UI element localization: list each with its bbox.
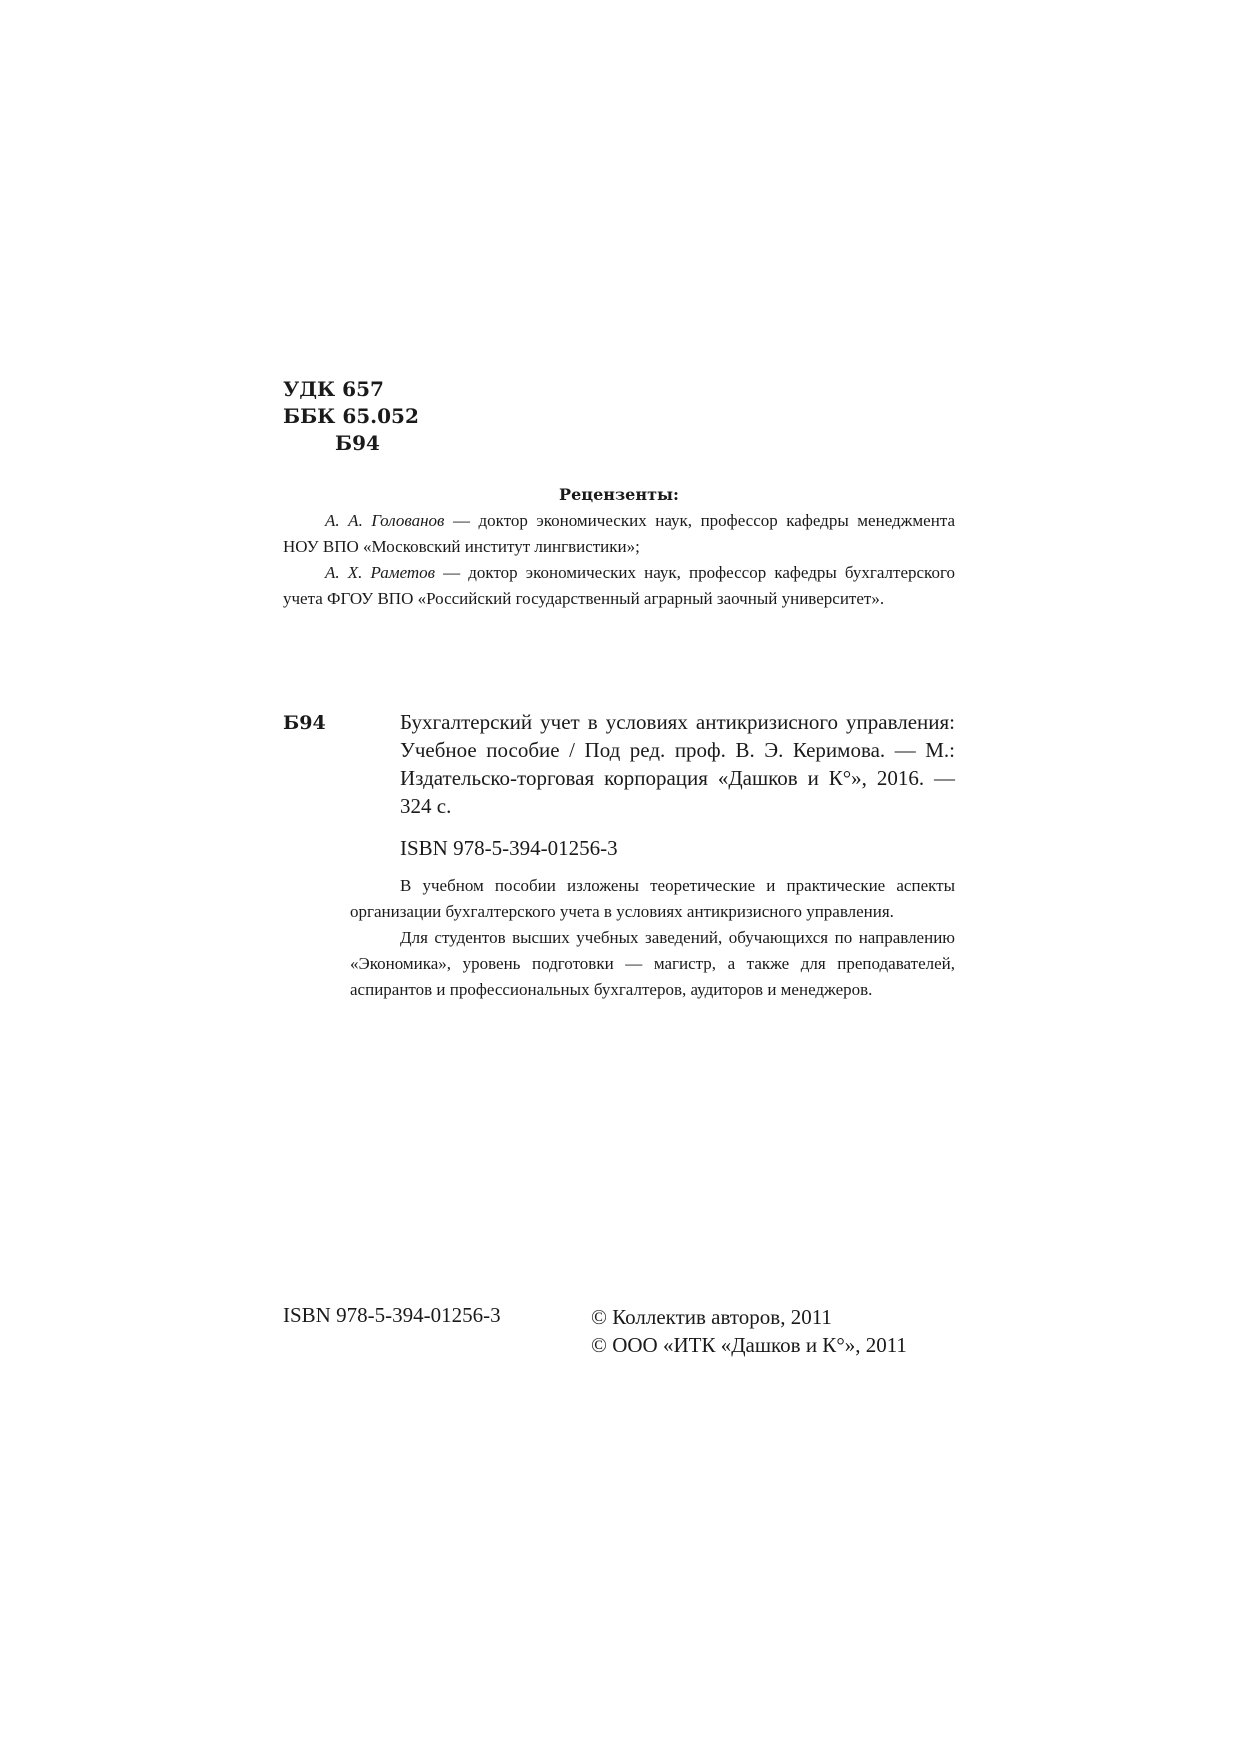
author-mark: Б94 bbox=[335, 431, 380, 455]
annotation-paragraph: В учебном пособии изложены теоретические и практические аспекты организации бухгалтерского учета в условиях антикризисного управления. bbox=[350, 876, 955, 921]
reviewer-name: А. Х. Раметов bbox=[325, 563, 436, 582]
reviewer-description: — доктор экономических наук, профессор кафедры менеджмента НОУ ВПО «Московский институт лингвистики»; bbox=[283, 511, 956, 556]
reviewer-entry bbox=[283, 508, 955, 560]
annotation-block bbox=[350, 873, 955, 1003]
udk-code: УДК 657 bbox=[283, 377, 384, 401]
card-author-mark: Б94 bbox=[283, 712, 326, 734]
footer-isbn: ISBN 978-5-394-01256-3 bbox=[283, 1303, 501, 1327]
reviewers-block bbox=[283, 482, 955, 612]
copyright-line: © ООО «ИТК «Дашков и К°», 2011 bbox=[591, 1333, 907, 1357]
bibliographic-description: Бухгалтерский учет в условиях антикризисного управления: Учебное пособие / Под ред. проф. В. Э. Керимова. — М.: Издательско-торговая корпорация «Дашков и К°», 2016. — 324 с. bbox=[400, 710, 955, 818]
card-isbn: ISBN 978-5-394-01256-3 bbox=[400, 836, 618, 860]
reviewers-heading: Рецензенты: bbox=[559, 485, 679, 504]
bbk-code: ББК 65.052 bbox=[283, 404, 419, 428]
annotation-paragraph: Для студентов высших учебных заведений, обучающихся по направлению «Экономика», уровень подготовки — магистр, а также для преподавателей, аспирантов и профессиональных бухгалтеров, аудиторов и менеджеров. bbox=[350, 928, 955, 999]
reviewer-entry bbox=[283, 560, 955, 612]
reviewer-name: А. А. Голованов bbox=[325, 511, 445, 530]
copyright-line: © Коллектив авторов, 2011 bbox=[591, 1305, 832, 1329]
copyright-block bbox=[591, 1303, 907, 1359]
reviewer-description: — доктор экономических наук, профессор кафедры бухгалтерского учета ФГОУ ВПО «Российский государственный аграрный заочный университет». bbox=[283, 563, 955, 608]
classification-block bbox=[283, 376, 419, 457]
